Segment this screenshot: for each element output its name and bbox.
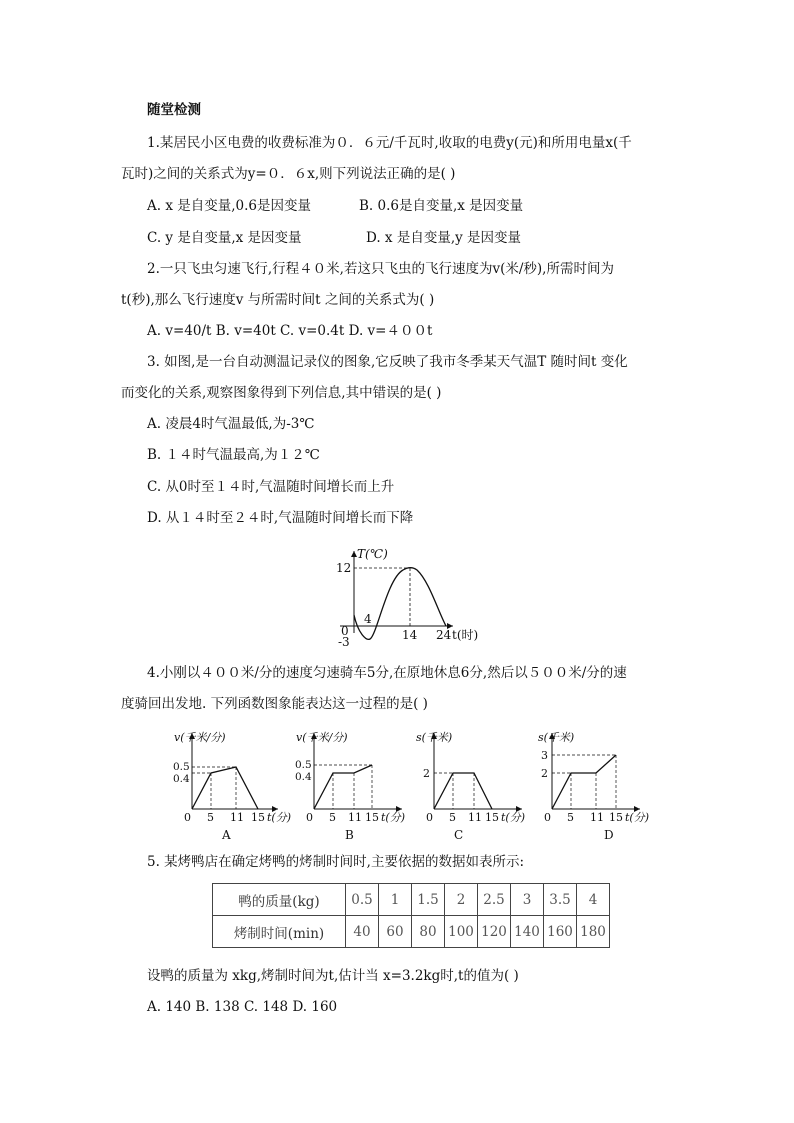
table-cell: 1 <box>379 884 412 916</box>
graph-c-ytick1: 2 <box>423 767 430 780</box>
table-cell: 3.5 <box>544 884 577 916</box>
graph-d-xlabel: t(分) <box>625 811 650 824</box>
temperature-graph <box>325 545 500 647</box>
section-title: 随堂检测 <box>147 102 201 118</box>
y-axis-label: T(℃) <box>357 547 388 561</box>
graph-c-xtick5: 5 <box>449 811 456 824</box>
graph-d-line <box>552 755 616 809</box>
graph-d-xtick11: 11 <box>590 811 604 824</box>
graph-b-ytick1: 0.5 <box>295 759 312 771</box>
y-tick-neg3: -3 <box>338 635 350 647</box>
x-tick-14: 14 <box>402 628 418 642</box>
graph-c-ylabel: s(千米) <box>416 731 453 744</box>
table-cell: 0.5 <box>346 884 379 916</box>
graph-c-line <box>434 773 492 809</box>
q3-option-a: A. 凌晨4时气温最低,为-3℃ <box>147 416 315 432</box>
graph-a-xtick5: 5 <box>207 811 214 824</box>
graph-d <box>528 727 658 842</box>
q2-stem-line1: 2.一只飞虫匀速飞行,行程４０米,若这只飞虫的飞行速度为v(米/秒),所需时间为 <box>147 261 614 277</box>
origin-label: 0 <box>341 624 349 638</box>
table-cell: 60 <box>379 916 412 948</box>
q1-option-a: A. x 是自变量,0.6是因变量 <box>147 198 311 214</box>
q3-option-d: D. 从１４时至２４时,气温随时间增长而下降 <box>147 510 414 526</box>
graph-b-caption: B <box>345 828 354 842</box>
graph-a-xlabel: t(分) <box>267 811 292 824</box>
graph-b-ylabel: v(千米/分) <box>296 731 348 744</box>
row-header-time: 烤制时间(min) <box>213 916 346 948</box>
q5-stem-line2: 设鸭的质量为 xkg,烤制时间为t,估计当 x=3.2kg时,t的值为( ) <box>147 968 519 984</box>
q1-option-d: D. x 是自变量,y 是因变量 <box>366 230 522 246</box>
table-cell: 160 <box>544 916 577 948</box>
graph-b-xtick15: 15 <box>365 811 379 824</box>
duck-roasting-table <box>212 883 610 948</box>
q3-option-b: B. １４时气温最高,为１２℃ <box>147 447 320 463</box>
q1-stem-line2: 瓦时)之间的关系式为y=０．６x,则下列说法正确的是( ) <box>121 166 456 182</box>
graph-b <box>290 727 416 842</box>
table-cell: 40 <box>346 916 379 948</box>
graph-d-xtick5: 5 <box>567 811 574 824</box>
q3-option-c: C. 从0时至１４时,气温随时间增长而上升 <box>147 479 395 495</box>
graph-d-caption: D <box>604 828 614 842</box>
q5-options: A. 140 B. 138 C. 148 D. 160 <box>147 999 338 1015</box>
graph-b-ytick2: 0.4 <box>295 771 312 783</box>
table-row <box>213 884 610 916</box>
temperature-curve <box>354 568 446 640</box>
table-cell: 120 <box>478 916 511 948</box>
graph-d-xtick0: 0 <box>544 811 551 824</box>
y-tick-12: 12 <box>336 561 352 575</box>
table-cell: 2 <box>445 884 478 916</box>
graph-c-caption: C <box>454 828 464 842</box>
x-tick-24: 24 <box>436 628 452 642</box>
q5-stem-line1: 5. 某烤鸭店在确定烤鸭的烤制时间时,主要依据的数据如表所示: <box>147 854 525 870</box>
graph-b-xlabel: t(分) <box>381 811 406 824</box>
q1-option-c: C. y 是自变量,x 是因变量 <box>147 230 302 246</box>
table-cell: 180 <box>577 916 610 948</box>
graph-a-xtick0: 0 <box>184 811 191 824</box>
graph-d-xtick15: 15 <box>609 811 623 824</box>
graph-a-caption: A <box>222 828 231 842</box>
graph-a-xtick11: 11 <box>230 811 244 824</box>
graph-a-ytick1: 0.5 <box>173 761 190 773</box>
q2-options: A. v=40/t B. v=40t C. v=0.4t D. v=４００t <box>147 323 433 339</box>
graph-c-xlabel: t(分) <box>501 811 526 824</box>
x-axis-label: t(时) <box>452 628 479 642</box>
graph-a-ytick2: 0.4 <box>173 773 190 785</box>
graph-c-xtick11: 11 <box>468 811 482 824</box>
q2-stem-line2: t(秒),那么飞行速度v 与所需时间t 之间的关系式为( ) <box>121 292 435 308</box>
graph-d-ylabel: s(千米) <box>538 731 575 744</box>
graph-a <box>168 727 294 842</box>
graph-b-line <box>314 765 372 809</box>
graph-a-ylabel: v(千米/分) <box>174 731 226 744</box>
graph-c-xtick15: 15 <box>485 811 499 824</box>
q4-stem-line1: 4.小刚以４００米/分的速度匀速骑车5分,在原地休息6分,然后以５００米/分的速 <box>147 665 627 681</box>
graph-d-ytick1: 3 <box>541 749 548 762</box>
table-cell: 140 <box>511 916 544 948</box>
table-cell: 100 <box>445 916 478 948</box>
table-cell: 80 <box>412 916 445 948</box>
table-cell: 1.5 <box>412 884 445 916</box>
graph-b-xtick5: 5 <box>329 811 336 824</box>
graph-b-xtick11: 11 <box>348 811 362 824</box>
graph-b-xtick0: 0 <box>306 811 313 824</box>
q3-stem-line2: 而变化的关系,观察图象得到下列信息,其中错误的是( ) <box>121 385 442 401</box>
table-cell: 3 <box>511 884 544 916</box>
q1-stem-line1: 1.某居民小区电费的收费标准为０．６元/千瓦时,收取的电费y(元)和所用电量x(千 <box>147 135 632 151</box>
table-cell: 4 <box>577 884 610 916</box>
q1-option-b: B. 0.6是自变量,x 是因变量 <box>359 198 524 214</box>
q4-stem-line2: 度骑回出发地. 下列函数图象能表达这一过程的是( ) <box>121 696 428 712</box>
row-header-mass: 鸭的质量(kg) <box>213 884 346 916</box>
q3-stem-line1: 3. 如图,是一台自动测温记录仪的图象,它反映了我市冬季某天气温T 随时间t 变化 <box>147 354 628 370</box>
graph-a-xtick15: 15 <box>251 811 265 824</box>
graph-c-xtick0: 0 <box>426 811 433 824</box>
x-tick-4: 4 <box>364 612 372 626</box>
table-cell: 2.5 <box>478 884 511 916</box>
graph-d-ytick2: 2 <box>541 767 548 780</box>
graph-c <box>410 727 536 842</box>
table-row <box>213 916 610 948</box>
graph-a-line <box>192 767 258 809</box>
